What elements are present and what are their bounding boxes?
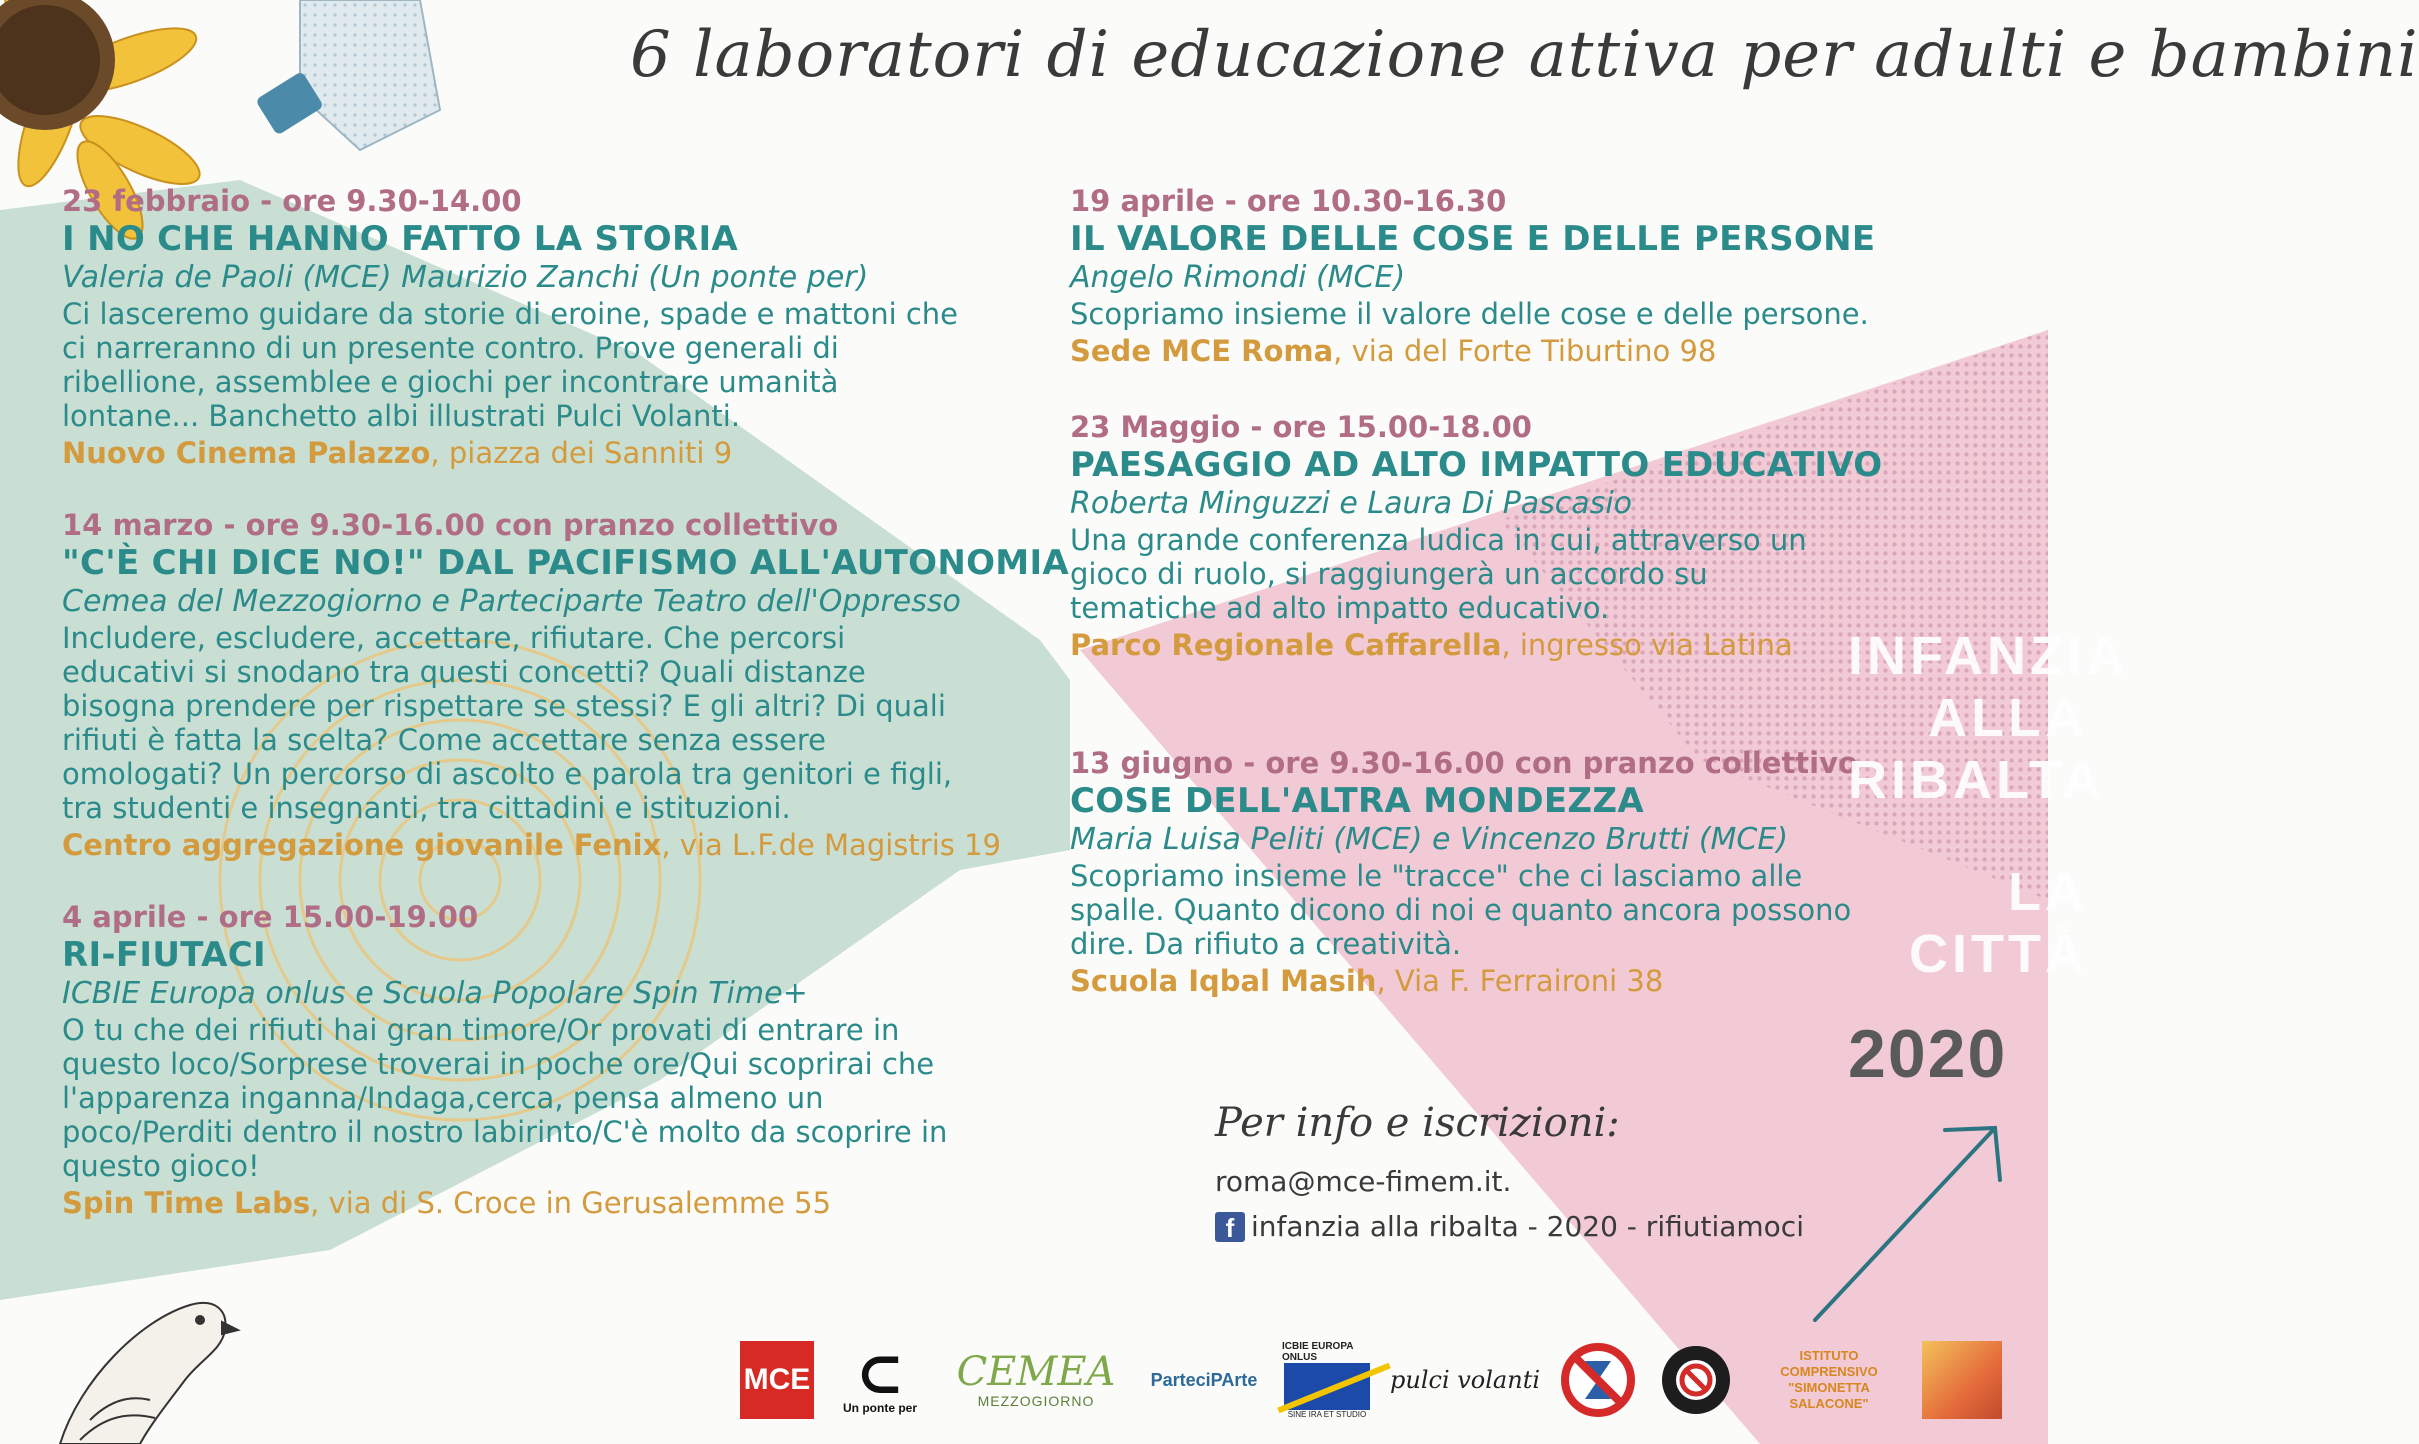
event-title: "C'È CHI DICE NO!" DAL PACIFISMO ALL'AUTONOMIA: [62, 543, 1070, 583]
event-description: O tu che dei rifiuti hai gran timore/Or provati di entrare in questo loco/Sorprese troverai in poche ore/Qui scoprirai che l'apparenza inganna/Indaga,cerca, pensa almeno un poco/Perditi dentro il nostro labirinto/C'è molto da scoprire in questo gioco!: [62, 1013, 948, 1183]
icbie-flag-icon: [1284, 1363, 1370, 1410]
venue-name: Parco Regionale Caffarella: [1070, 628, 1502, 662]
side-word: CITTÀ: [1909, 924, 2088, 984]
event-date: 13 giugno - ore 9.30-16.00 con pranzo collettivo: [1070, 746, 1858, 780]
event-title: RI-FIUTACI: [62, 935, 266, 975]
istituto-line1: ISTITUTO COMPRENSIVO: [1780, 1348, 1878, 1379]
event-card: [1070, 409, 1970, 665]
event-venue: [62, 1183, 982, 1223]
side-word: RIBALTA: [1848, 750, 2105, 810]
icbie-logo: [1282, 1341, 1372, 1419]
no-hourglass-logo: [1558, 1341, 1638, 1419]
venue-address: , via L.F.de Magistris 19: [661, 828, 1001, 862]
pulci-volanti-logo: pulci volanti: [1390, 1366, 1541, 1394]
icbie-bottom: SINE IRA ET STUDIO: [1287, 1410, 1367, 1419]
cemea-sub: MEZZOGIORNO: [977, 1393, 1095, 1409]
event-card: [62, 183, 982, 473]
icbie-top: ICBIE EUROPA ONLUS: [1282, 1341, 1354, 1363]
event-card: [62, 507, 1070, 865]
event-date: 23 Maggio - ore 15.00-18.00: [1070, 410, 1532, 444]
venue-address: , via di S. Croce in Gerusalemme 55: [310, 1186, 832, 1220]
left-column: [62, 183, 1070, 1223]
venue-name: Nuovo Cinema Palazzo: [62, 436, 431, 470]
info-facebook-link[interactable]: [1215, 1205, 1815, 1249]
partner-logos: [740, 1330, 2040, 1430]
event-description: Scopriamo insieme il valore delle cose e delle persone.: [1070, 297, 1869, 331]
event-title: COSE DELL'ALTRA MONDEZZA: [1070, 781, 1644, 821]
ponte-logo-text: Un ponte per: [843, 1401, 917, 1415]
event-date: 14 marzo - ore 9.30-16.00 con pranzo collettivo: [62, 508, 839, 542]
event-description: Ci lasceremo guidare da storie di eroine, spade e mattoni che ci narreranno di un presente contro. Prove generali di ribellione, assemblee e giochi per incontrare umanità lontane... Banchetto albi illustrati Pulci Volanti.: [62, 297, 959, 433]
facebook-icon: f: [1215, 1212, 1245, 1242]
cemea-logo: [946, 1341, 1126, 1419]
plastic-bottle-illustration: [255, 0, 440, 150]
event-title: IL VALORE DELLE COSE E DELLE PERSONE: [1070, 219, 1876, 259]
event-date: 4 aprile - ore 15.00-19.00: [62, 900, 479, 934]
venue-name: Centro aggregazione giovanile Fenix: [62, 828, 662, 862]
event-date: 19 aprile - ore 10.30-16.30: [1070, 184, 1507, 218]
event-description: Includere, escludere, accettare, rifiutare. Che percorsi educativi si snodano tra questi concetti? Quali distanze bisogna prendere per rispettare se stessi? E gli altri? Di quali rifiuti è fatta la scelta? Come accettare senza essere omologati? Un percorso di ascolto e parola tra genitori e figli, tra studenti e insegnanti, tra cittadini e istituzioni.: [62, 621, 953, 825]
side-words: [1848, 625, 2129, 985]
venue-name: Spin Time Labs: [62, 1186, 311, 1220]
right-column: [1070, 183, 1970, 1001]
venue-name: Scuola Iqbal Masih: [1070, 964, 1377, 998]
school-picture-logo: [1922, 1341, 2002, 1419]
venue-address: , ingresso via Latina: [1501, 628, 1793, 662]
parteciparte-logo: ParteciPArte: [1150, 1369, 1258, 1390]
istituto-comprensivo-logo: [1754, 1341, 1904, 1419]
event-authors: Valeria de Paoli (MCE) Maurizio Zanchi (Un ponte per): [62, 260, 869, 295]
event-venue: [1070, 961, 1970, 1001]
info-block: [1215, 1095, 1815, 1249]
event-date: 23 febbraio - ore 9.30-14.00: [62, 184, 522, 218]
event-card: [1070, 183, 1970, 371]
event-venue: [1070, 331, 1970, 371]
event-card: [1070, 745, 1970, 1001]
event-authors: Maria Luisa Peliti (MCE) e Vincenzo Brutti (MCE): [1070, 822, 1789, 857]
event-venue: [1070, 625, 1970, 665]
event-venue: [62, 433, 982, 473]
side-word: ALLA: [1928, 688, 2088, 748]
event-description: Una grande conferenza ludica in cui, attraverso un gioco di ruolo, si raggiungerà un accordo su tematiche ad alto impatto educativo.: [1070, 523, 1807, 625]
page-title: 6 laboratori di educazione attiva per adulti e bambini: [630, 18, 2419, 92]
side-word: LA: [2008, 862, 2088, 922]
year-label: 2020: [1848, 1016, 2008, 1092]
side-word: INFANZIA: [1848, 626, 2129, 686]
nuovo-cinema-icon: [1659, 1343, 1733, 1417]
facebook-page-name: infanzia alla ribalta - 2020 - rifiutiamoci: [1251, 1210, 1804, 1243]
mce-logo: MCE: [740, 1341, 814, 1419]
event-authors: ICBIE Europa onlus e Scuola Popolare Spin Time+: [62, 976, 808, 1011]
istituto-line2: "SIMONETTA SALACONE": [1788, 1380, 1870, 1411]
cemea-name: CEMEA: [956, 1349, 1116, 1395]
event-description: Scopriamo insieme le "tracce" che ci lasciamo alle spalle. Quanto dicono di noi e quanto ancora possono dire. Da rifiuto a creatività.: [1070, 859, 1852, 961]
venue-address: , Via F. Ferraironi 38: [1376, 964, 1664, 998]
event-authors: Cemea del Mezzogiorno e Parteciparte Teatro dell'Oppresso: [62, 584, 961, 619]
info-heading: Per info e iscrizioni:: [1215, 1100, 1620, 1146]
event-title: I NO CHE HANNO FATTO LA STORIA: [62, 219, 739, 259]
un-ponte-per-logo: [832, 1341, 928, 1419]
event-venue: [62, 825, 1001, 865]
no-hourglass-icon: [1561, 1343, 1635, 1417]
ponte-arrow-icon: ⊂: [855, 1339, 905, 1407]
event-card: [62, 899, 982, 1223]
info-email-link[interactable]: roma@mce-fimem.it.: [1215, 1165, 1512, 1198]
event-authors: Angelo Rimondi (MCE): [1070, 260, 1406, 295]
venue-address: , piazza dei Sanniti 9: [430, 436, 733, 470]
venue-name: Sede MCE Roma: [1070, 334, 1334, 368]
venue-address: , via del Forte Tiburtino 98: [1333, 334, 1717, 368]
event-title: PAESAGGIO AD ALTO IMPATTO EDUCATIVO: [1070, 445, 1883, 485]
event-authors: Roberta Minguzzi e Laura Di Pascasio: [1070, 486, 1633, 521]
pigeon-illustration: [60, 1303, 238, 1444]
nuovo-cinema-palazzo-logo: [1656, 1341, 1736, 1419]
